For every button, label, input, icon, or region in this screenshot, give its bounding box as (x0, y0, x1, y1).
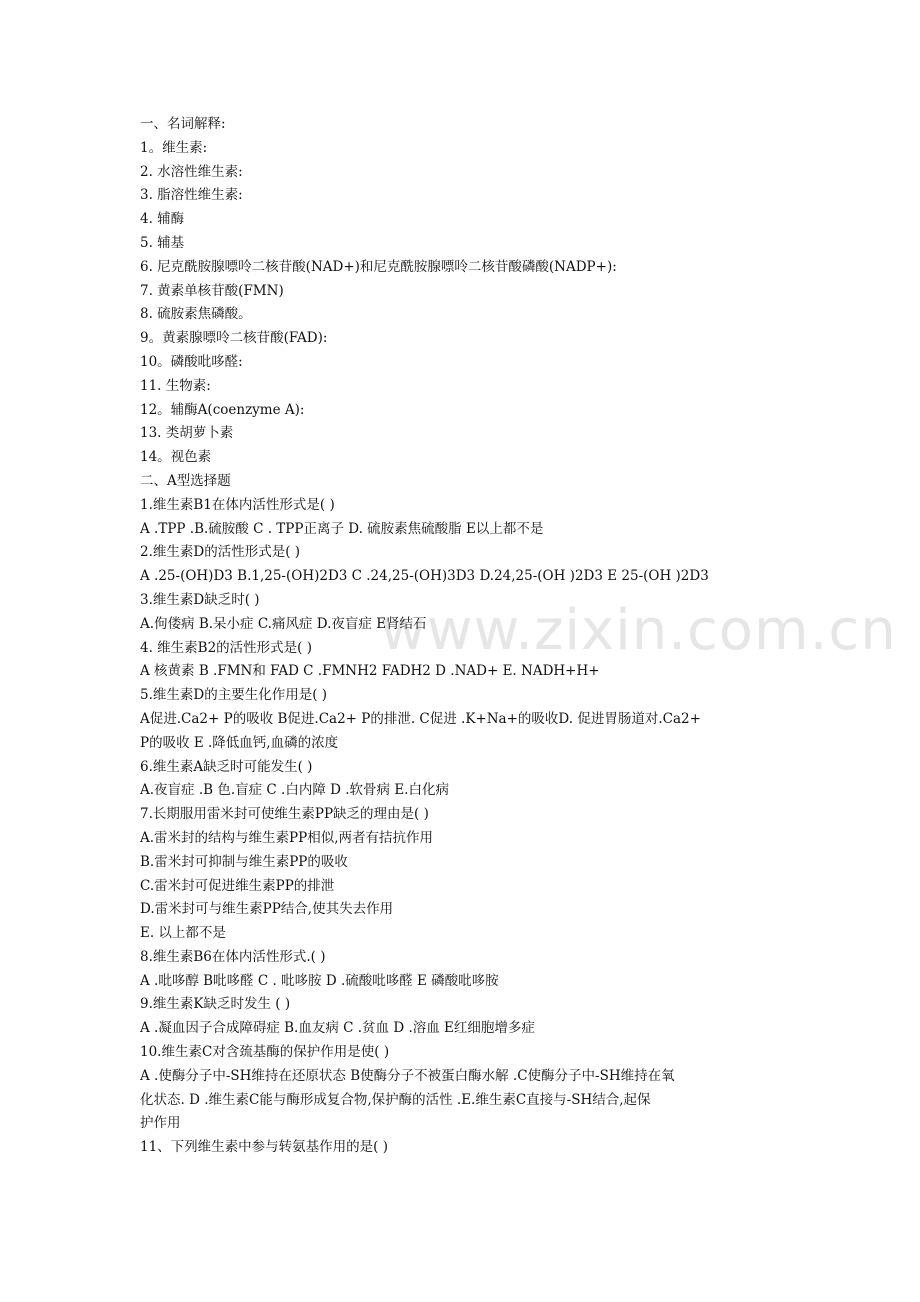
text-line: A 核黄素 B .FMN和 FAD C .FMNH2 FADH2 D .NAD+ E. NADH+H+ (140, 663, 600, 680)
text-line: 4. 辅酶 (140, 211, 185, 228)
text-line: 9。黄素腺嘌呤二核苷酸(FAD): (140, 330, 328, 347)
text-line: A .吡哆醇 B吡哆醛 C . 吡哆胺 D .硫酸吡哆醛 E 磷酸吡哆胺 (140, 972, 499, 989)
text-line: 4. 维生素B2的活性形式是( ) (140, 639, 313, 656)
text-line: 二、A型选择题 (140, 472, 231, 489)
text-line: 8.维生素B6在体内活性形式.( ) (140, 948, 326, 965)
text-line: A.夜盲症 .B 色.盲症 C .白内障 D .软骨病 E.白化病 (140, 782, 449, 799)
watermark-text: www.zixin.com.cn (380, 598, 897, 663)
text-line: 6.维生素A缺乏时可能发生( ) (140, 758, 313, 775)
text-line: A促进.Ca2+ P的吸收 B促进.Ca2+ P的排泄. C促进 .K+Na+的吸收D. 促进胃肠道对.Ca2+ (140, 710, 701, 727)
text-line: 13. 类胡萝卜素 (140, 425, 234, 442)
text-line: 7. 黄素单核苷酸(FMN) (140, 282, 284, 299)
text-line: 3.维生素D缺乏时( ) (140, 591, 260, 608)
text-line: 10.维生素C对含巯基酶的保护作用是使( ) (140, 1044, 390, 1061)
text-line: A .25-(OH)D3 B.1,25-(OH)2D3 C .24,25-(OH)3D3 D.24,25-(OH )2D3 E 25-(OH )2D3 (140, 568, 709, 585)
text-line: 化状态. D .维生素C能与酶形成复合物,保护酶的活性 .E.维生素C直接与-SH结合,起保 (140, 1091, 651, 1108)
text-line: 一、名词解释: (140, 116, 226, 132)
text-line: D.雷米封可与维生素PP结合,使其失去作用 (140, 901, 394, 918)
text-line: C.雷米封可促进维生素PP的排泄 (140, 877, 335, 894)
text-line: 护作用 (140, 1115, 181, 1132)
text-line: A .TPP .B.硫胺酸 C . TPP正离子 D. 硫胺素焦硫酸脂 E以上都不是 (140, 520, 544, 537)
document-body (140, 113, 800, 1160)
text-line: 8. 硫胺素焦磷酸。 (140, 306, 252, 323)
text-line: 14。视色素 (140, 449, 212, 466)
text-line: 9.维生素K缺乏时发生 ( ) (140, 996, 291, 1013)
text-line: 7.长期服用雷米封可使维生素PP缺乏的理由是( ) (140, 806, 429, 823)
text-line: 12。辅酶A(coenzyme A): (140, 401, 305, 418)
text-line: 2.维生素D的活性形式是( ) (140, 544, 301, 561)
text-line: 2. 水溶性维生素: (140, 163, 243, 180)
text-line: E. 以上都不是 (140, 925, 226, 942)
text-line: 6. 尼克酰胺腺嘌呤二核苷酸(NAD+)和尼克酰胺腺嘌呤二核苷酸磷酸(NADP+): (140, 258, 617, 275)
text-line: A .使酶分子中-SH维持在还原状态 B使酶分子不被蛋白酶水解 .C使酶分子中-SH维持在氧 (140, 1067, 675, 1084)
text-line: A.佝偻病 B.呆小症 C.痛风症 D.夜盲症 E肾结石 (140, 615, 427, 632)
text-line: 5. 辅基 (140, 234, 185, 251)
text-line: 1.维生素B1在体内活性形式是( ) (140, 496, 335, 513)
text-line: 11. 生物素: (140, 377, 211, 394)
text-line: 1。维生素: (140, 139, 208, 156)
text-line: 3. 脂溶性维生素: (140, 187, 243, 204)
text-line: 5.维生素D的主要生化作用是( ) (140, 687, 328, 704)
text-line: B.雷米封可抑制与维生素PP的吸收 (140, 853, 348, 870)
text-line: 10。磷酸吡哆醛: (140, 353, 243, 370)
text-line: A.雷米封的结构与维生素PP相似,两者有拮抗作用 (140, 829, 433, 846)
text-line: P的吸收 E .降低血钙,血磷的浓度 (140, 734, 339, 751)
text-line: 11、下列维生素中参与转氨基作用的是( ) (140, 1139, 389, 1156)
text-line: A .凝血因子合成障碍症 B.血友病 C .贫血 D .溶血 E红细胞增多症 (140, 1020, 535, 1037)
